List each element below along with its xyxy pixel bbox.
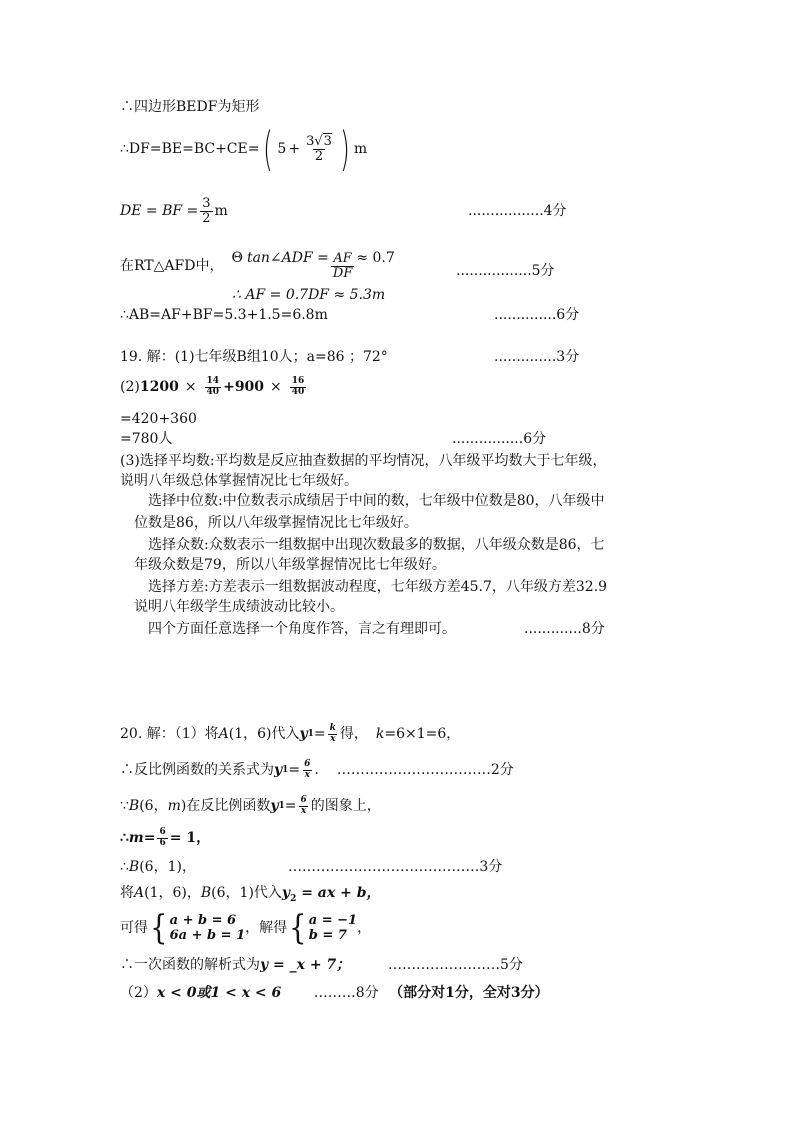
score-6: ..............6分 (494, 307, 580, 323)
q20-l4-fden: 6 (159, 837, 166, 848)
q19-f2-num: 16 (291, 376, 305, 387)
q20-l1-k: k (375, 726, 385, 742)
tan-expr: tan∠ADF = (246, 250, 329, 266)
q20-line2 (120, 754, 514, 786)
q20-l6-c: (6，1)代入 (211, 885, 282, 901)
q20-r2: b = 7 (308, 928, 347, 943)
q20-l7-c: ， (357, 920, 372, 936)
q20-line9 (120, 984, 549, 1002)
q19-f1-den: 40 (206, 386, 220, 397)
line-tan (120, 246, 395, 286)
q20-l1-pt: A (218, 726, 229, 742)
q19-p4b: 位数是86，所以八年级掌握情况比七年级好。 (134, 515, 418, 531)
q20-l9-expr: x < 0或1 < x < 6 (156, 985, 282, 1001)
q19-line2 (120, 372, 308, 402)
q20-l4-m: m (128, 830, 144, 846)
q20-l2-a: ∴反比例函数的关系式为 (120, 762, 274, 778)
times-icon: × (184, 379, 197, 395)
q20-l3-c: )在反比例函数 (180, 798, 271, 814)
q19-p6a: 选择方差:方差表示一组数据波动程度，七年级方差45.7，八年级方差32.9 (148, 579, 608, 595)
q19-p5b: 年级众数是79，所以八年级掌握情况比七年级好。 (134, 557, 446, 573)
q20-l1-eq: = (313, 726, 326, 742)
q20-score-5: ……………………5分 (388, 957, 523, 973)
because-icon: ∵ (120, 798, 129, 814)
q20-line8 (120, 956, 350, 974)
tan-prefix: 在RT△AFD中， (120, 258, 224, 274)
q19-l2-plus: + (223, 379, 235, 395)
q20-l1-sub: 1 (307, 729, 314, 739)
q20-l2-eq: = (288, 762, 301, 778)
q20-l3-fnum: 6 (300, 795, 307, 806)
score-4: .................4分 (468, 203, 567, 219)
q20-score-note: （部分对1分，全对3分） (389, 985, 549, 1001)
q20-l8-a: ∴一次函数的解析式为 (120, 957, 260, 973)
q19-f2-den: 40 (291, 386, 305, 397)
q20-l2-fnum: 6 (304, 759, 311, 770)
q20-l6-b: (1，6)， (144, 885, 201, 901)
q20-l1-a: 20. 解：（1）将 (120, 726, 219, 742)
q20-solution (309, 913, 357, 943)
tan-fraction (331, 252, 354, 280)
q19-frac2 (290, 377, 307, 397)
q20-system (170, 913, 246, 943)
q20-r1: a = −1 (308, 913, 358, 928)
tan-den: DF (332, 265, 353, 281)
since-icon: Θ (231, 250, 243, 266)
q19-f1-num: 14 (206, 376, 220, 387)
q19-line1: 19. 解：(1)七年级B组10人；a=86 ；72° (120, 349, 388, 365)
q20-line3 (120, 790, 381, 822)
q19-p3b: 说明八年级总体掌握情况比七年级好。 (120, 473, 358, 489)
line-af: ∴ AF = 0.7DF ≈ 5.3m (232, 287, 386, 303)
q20-l1-c: 得， (339, 726, 368, 742)
q19-score-8: .............8分 (524, 621, 605, 637)
q20-l1-fnum: k (329, 723, 336, 734)
left-paren: ( (263, 122, 274, 176)
q20-l2-y: y (274, 762, 283, 778)
q20-l1-fden: x (330, 733, 336, 744)
q19-p4a: 选择中位数:中位数表示成绩居于中间的数，七年级中位数是80，八年级中 (148, 493, 605, 509)
q20-s1: a + b = 6 (169, 913, 237, 928)
left-brace-icon: { (150, 908, 168, 948)
q20-l6-pa: A (134, 885, 145, 901)
q20-l6-pb: B (200, 885, 212, 901)
q19-p5a: 选择众数:众数表示一组数据中出现次数最多的数据，八年级众数是86，七 (148, 537, 605, 553)
q20-l2-b: . (314, 762, 319, 778)
q20-l6-sub: 2 (290, 893, 297, 904)
df-radicand: 3 (323, 133, 332, 149)
q20-l7-a: 可得 (120, 920, 148, 936)
q20-l3-sub: 1 (278, 801, 285, 811)
df-unit: m (353, 141, 368, 157)
q19-frac1 (205, 377, 222, 397)
de-den: 2 (202, 210, 211, 226)
left-brace-icon: { (289, 908, 307, 948)
q20-l4-frac (157, 828, 167, 848)
q20-l4-eq: = (143, 830, 156, 846)
therefore-icon: ∴ (120, 859, 129, 875)
q20-l1-frac (328, 724, 338, 744)
q19-line3: =420+360 (120, 411, 197, 427)
df-prefix: ∴DF=BE=BC+CE= (120, 141, 260, 157)
q20-line6 (120, 884, 381, 908)
q20-line4 (120, 822, 210, 854)
line-df-equation (120, 124, 367, 174)
q20-l3-b: (6， (139, 798, 168, 814)
q20-l3-eq: = (284, 798, 297, 814)
q20-l7-b: ，解得 (245, 920, 288, 936)
q20-l5-pt: B (128, 859, 140, 875)
q19-l2-b: 900 (234, 379, 265, 395)
q20-l5-b: (6，1)， (139, 859, 196, 875)
q20-line1 (120, 718, 460, 750)
score-5: .................5分 (456, 263, 555, 279)
q20-l6-a: 将 (120, 885, 134, 901)
q20-line7 (120, 908, 371, 948)
q20-l6-y: y (281, 885, 291, 901)
de-lhs: DE = BF = (120, 203, 199, 219)
q20-line5 (120, 858, 196, 876)
q20-score-3: ……………………………‥……3分 (288, 859, 503, 875)
df-plus: + (288, 141, 301, 157)
tan-num: AF (333, 250, 352, 266)
q20-l4-b: = 1， (169, 830, 211, 846)
q20-l3-frac (298, 796, 308, 816)
right-paren: ) (339, 122, 350, 176)
tan-approx: ≈ 0.7 (356, 250, 395, 266)
q20-l3-m: m (167, 798, 181, 814)
q20-l3-fden: x (300, 805, 307, 816)
df-five: 5 (277, 141, 287, 157)
q20-l1-d: =6×1=6， (384, 726, 461, 742)
q20-l2-fden: x (304, 769, 310, 780)
times-icon: × (270, 379, 282, 395)
line-rectangle: ∴四边形BEDF为矩形 (120, 99, 260, 115)
q19-p7: 四个方面任意选择一个角度作答，言之有理即可。 (148, 621, 456, 637)
line-ab: ∴AB=AF+BF=5.3+1.5=6.8m (120, 307, 328, 323)
q20-score-2: ……………………………2分 (336, 762, 514, 778)
q20-l6-d: = ax + b， (296, 885, 381, 901)
q20-l1-b: (1，6)代入 (228, 726, 300, 742)
q19-score-3: ..............3分 (494, 349, 580, 365)
q19-l2-a: 1200 (139, 379, 179, 395)
q19-p3a: (3)选择平均数:平均数是反应抽查数据的平均情况，八年级平均数大于七年级， (120, 453, 607, 469)
q20-l4-fnum: 6 (159, 827, 166, 838)
q19-l2-prefix: (2) (120, 379, 140, 395)
q19-line4: =780人 (120, 431, 173, 447)
therefore-icon: ∴ (120, 830, 129, 846)
q20-l2-sub: 1 (282, 765, 289, 775)
q20-l3-d: 的图象上， (310, 798, 381, 814)
de-num: 3 (202, 195, 211, 211)
q20-l8-expr: y = _x + 7； (260, 957, 351, 973)
q20-l3-pt: B (128, 798, 140, 814)
sqrt-icon: √ (314, 133, 323, 149)
q20-score-8: ………8分 (313, 985, 379, 1001)
q19-score-6: ................6分 (452, 431, 547, 447)
df-fraction (304, 135, 334, 163)
q19-p6b: 说明八年级学生成绩波动比较小。 (134, 599, 344, 615)
de-fraction (200, 197, 212, 225)
df-coef: 3 (306, 133, 315, 149)
q20-l2-frac (302, 760, 312, 780)
q20-l3-y: y (270, 798, 279, 814)
q20-l9-a: （2） (120, 985, 157, 1001)
line-de-equation (120, 194, 228, 228)
q20-s2: 6a + b = 1 (169, 928, 246, 943)
q20-l1-y: y (299, 726, 308, 742)
de-unit: m (214, 203, 228, 219)
df-den: 2 (314, 148, 324, 164)
